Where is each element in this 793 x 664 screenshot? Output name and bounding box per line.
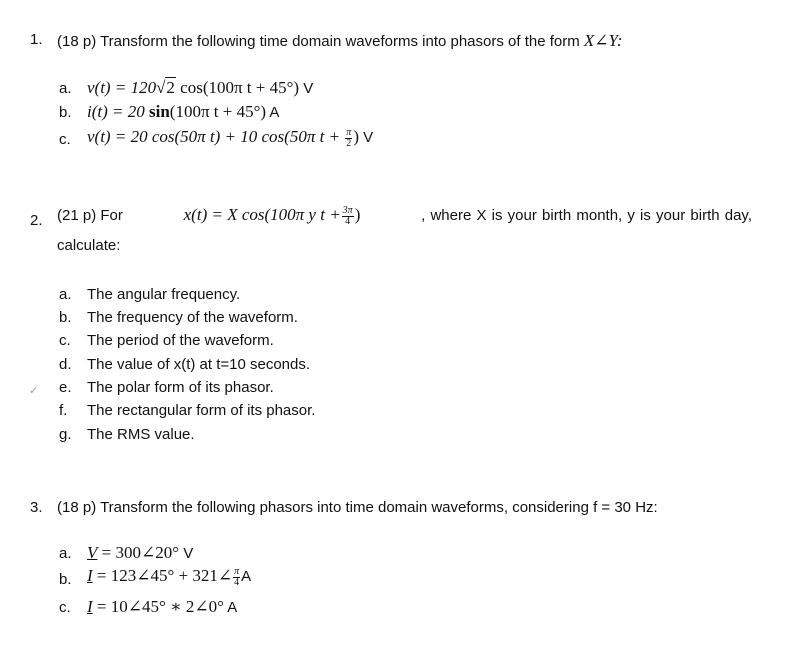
q3-item-c-equation [87,597,237,617]
q2-item-f-letter: f. [59,402,68,419]
q3-item-a-unit: V [179,545,194,562]
q2-item-e-text: The polar form of its phasor. [87,379,274,396]
q1-item-c-frac-den: 2 [346,137,352,149]
q1-item-b-fn: sin [149,102,170,121]
q2-item-b-letter: b. [59,309,72,326]
q1-item-a-rhs: cos(100π t + 45°) [175,78,300,97]
question-2-frac-den: 4 [345,215,351,227]
question-1-header [57,31,623,51]
q3-item-b-frac-den: 4 [234,576,240,588]
q2-item-b-text: The frequency of the waveform. [87,309,298,326]
q1-item-c-equation [87,127,373,149]
q2-item-c-letter: c. [59,332,71,349]
q2-item-c-text: The period of the waveform. [87,332,274,349]
q3-item-c-unit: A [223,599,238,616]
question-2-equation [184,205,361,227]
q2-item-e-letter: e. [59,379,72,396]
check-mark-icon: ✓ [29,385,39,397]
question-2-header-pre: (21 p) For [57,207,123,225]
q2-item-g-text: The RMS value. [87,426,195,443]
q1-item-c-letter: c. [59,131,71,148]
q2-item-a-letter: a. [59,286,72,303]
question-1-header-form: X∠Y: [583,31,623,50]
q3-item-b-eq: = 123∠45° + 321∠ [92,566,233,585]
question-2-eq-b: ) [354,205,361,224]
q1-item-a-lhs: v(t) = 120 [87,78,157,97]
q1-item-b-letter: b. [59,104,72,121]
q3-item-b-fraction [233,567,240,588]
question-2-header-post: , where X is your birth month, y is your birth day, [421,207,752,225]
question-1-header-text: (18 p) Transform the following time domain waveforms into phasors of the form [57,33,580,50]
q3-item-c-letter: c. [59,599,71,616]
question-2-frac-num: 3π [342,204,353,216]
q1-item-c-rhs: ) [353,127,359,146]
question-2-header-cont: calculate: [57,237,121,254]
q3-item-a-equation [87,543,193,563]
q3-item-b-frac-num: π [234,565,240,577]
q3-item-a-letter: a. [59,545,72,562]
q1-item-a-equation: v(t) = 120√2 cos(100π t + 45°) V [87,78,314,97]
q1-item-b-equation [87,102,279,122]
q1-item-c-fraction [345,128,352,149]
q3-item-a-var: V [87,543,98,562]
q1-item-b-rhs: (100π t + 45°) [169,102,267,121]
q3-item-c-eq: = 10∠45° ∗ 2∠0° [92,597,224,616]
question-2-number: 2. [30,212,43,229]
q1-item-b-unit: A [266,104,280,121]
q1-item-b-lhs: i(t) = 20 [87,102,149,121]
q3-item-b-letter: b. [59,571,72,588]
q2-item-f-text: The rectangular form of its phasor. [87,402,316,419]
q1-item-a-unit: V [299,80,314,97]
q2-item-g-letter: g. [59,426,72,443]
q1-item-c-lhs: v(t) = 20 cos(50π t) + 10 cos(50π t + [87,127,345,146]
q1-item-a-sqrt: 2 [166,78,175,97]
q2-item-d-letter: d. [59,356,72,373]
q3-item-c-var: I [87,597,93,616]
q1-item-c-frac-num: π [346,126,352,138]
q3-item-a-eq: = 300∠20° [97,543,180,562]
q3-item-b-equation [87,566,251,588]
q1-item-c-unit: V [358,129,374,146]
question-3-header: (18 p) Transform the following phasors into time domain waveforms, considering f = 30 Hz: [57,499,658,516]
q3-item-b-unit: A [241,568,252,585]
question-2-eq-a: x(t) = X cos(100π y t + [183,205,341,224]
q2-item-d-text: The value of x(t) at t=10 seconds. [87,356,311,373]
question-2-header [57,205,752,227]
question-1-number: 1. [30,31,43,48]
question-2-fraction [342,206,354,227]
q3-item-b-var: I [87,566,93,585]
q1-item-a-letter: a. [59,80,72,97]
q2-item-a-text: The angular frequency. [87,286,241,303]
question-3-number: 3. [30,499,43,516]
